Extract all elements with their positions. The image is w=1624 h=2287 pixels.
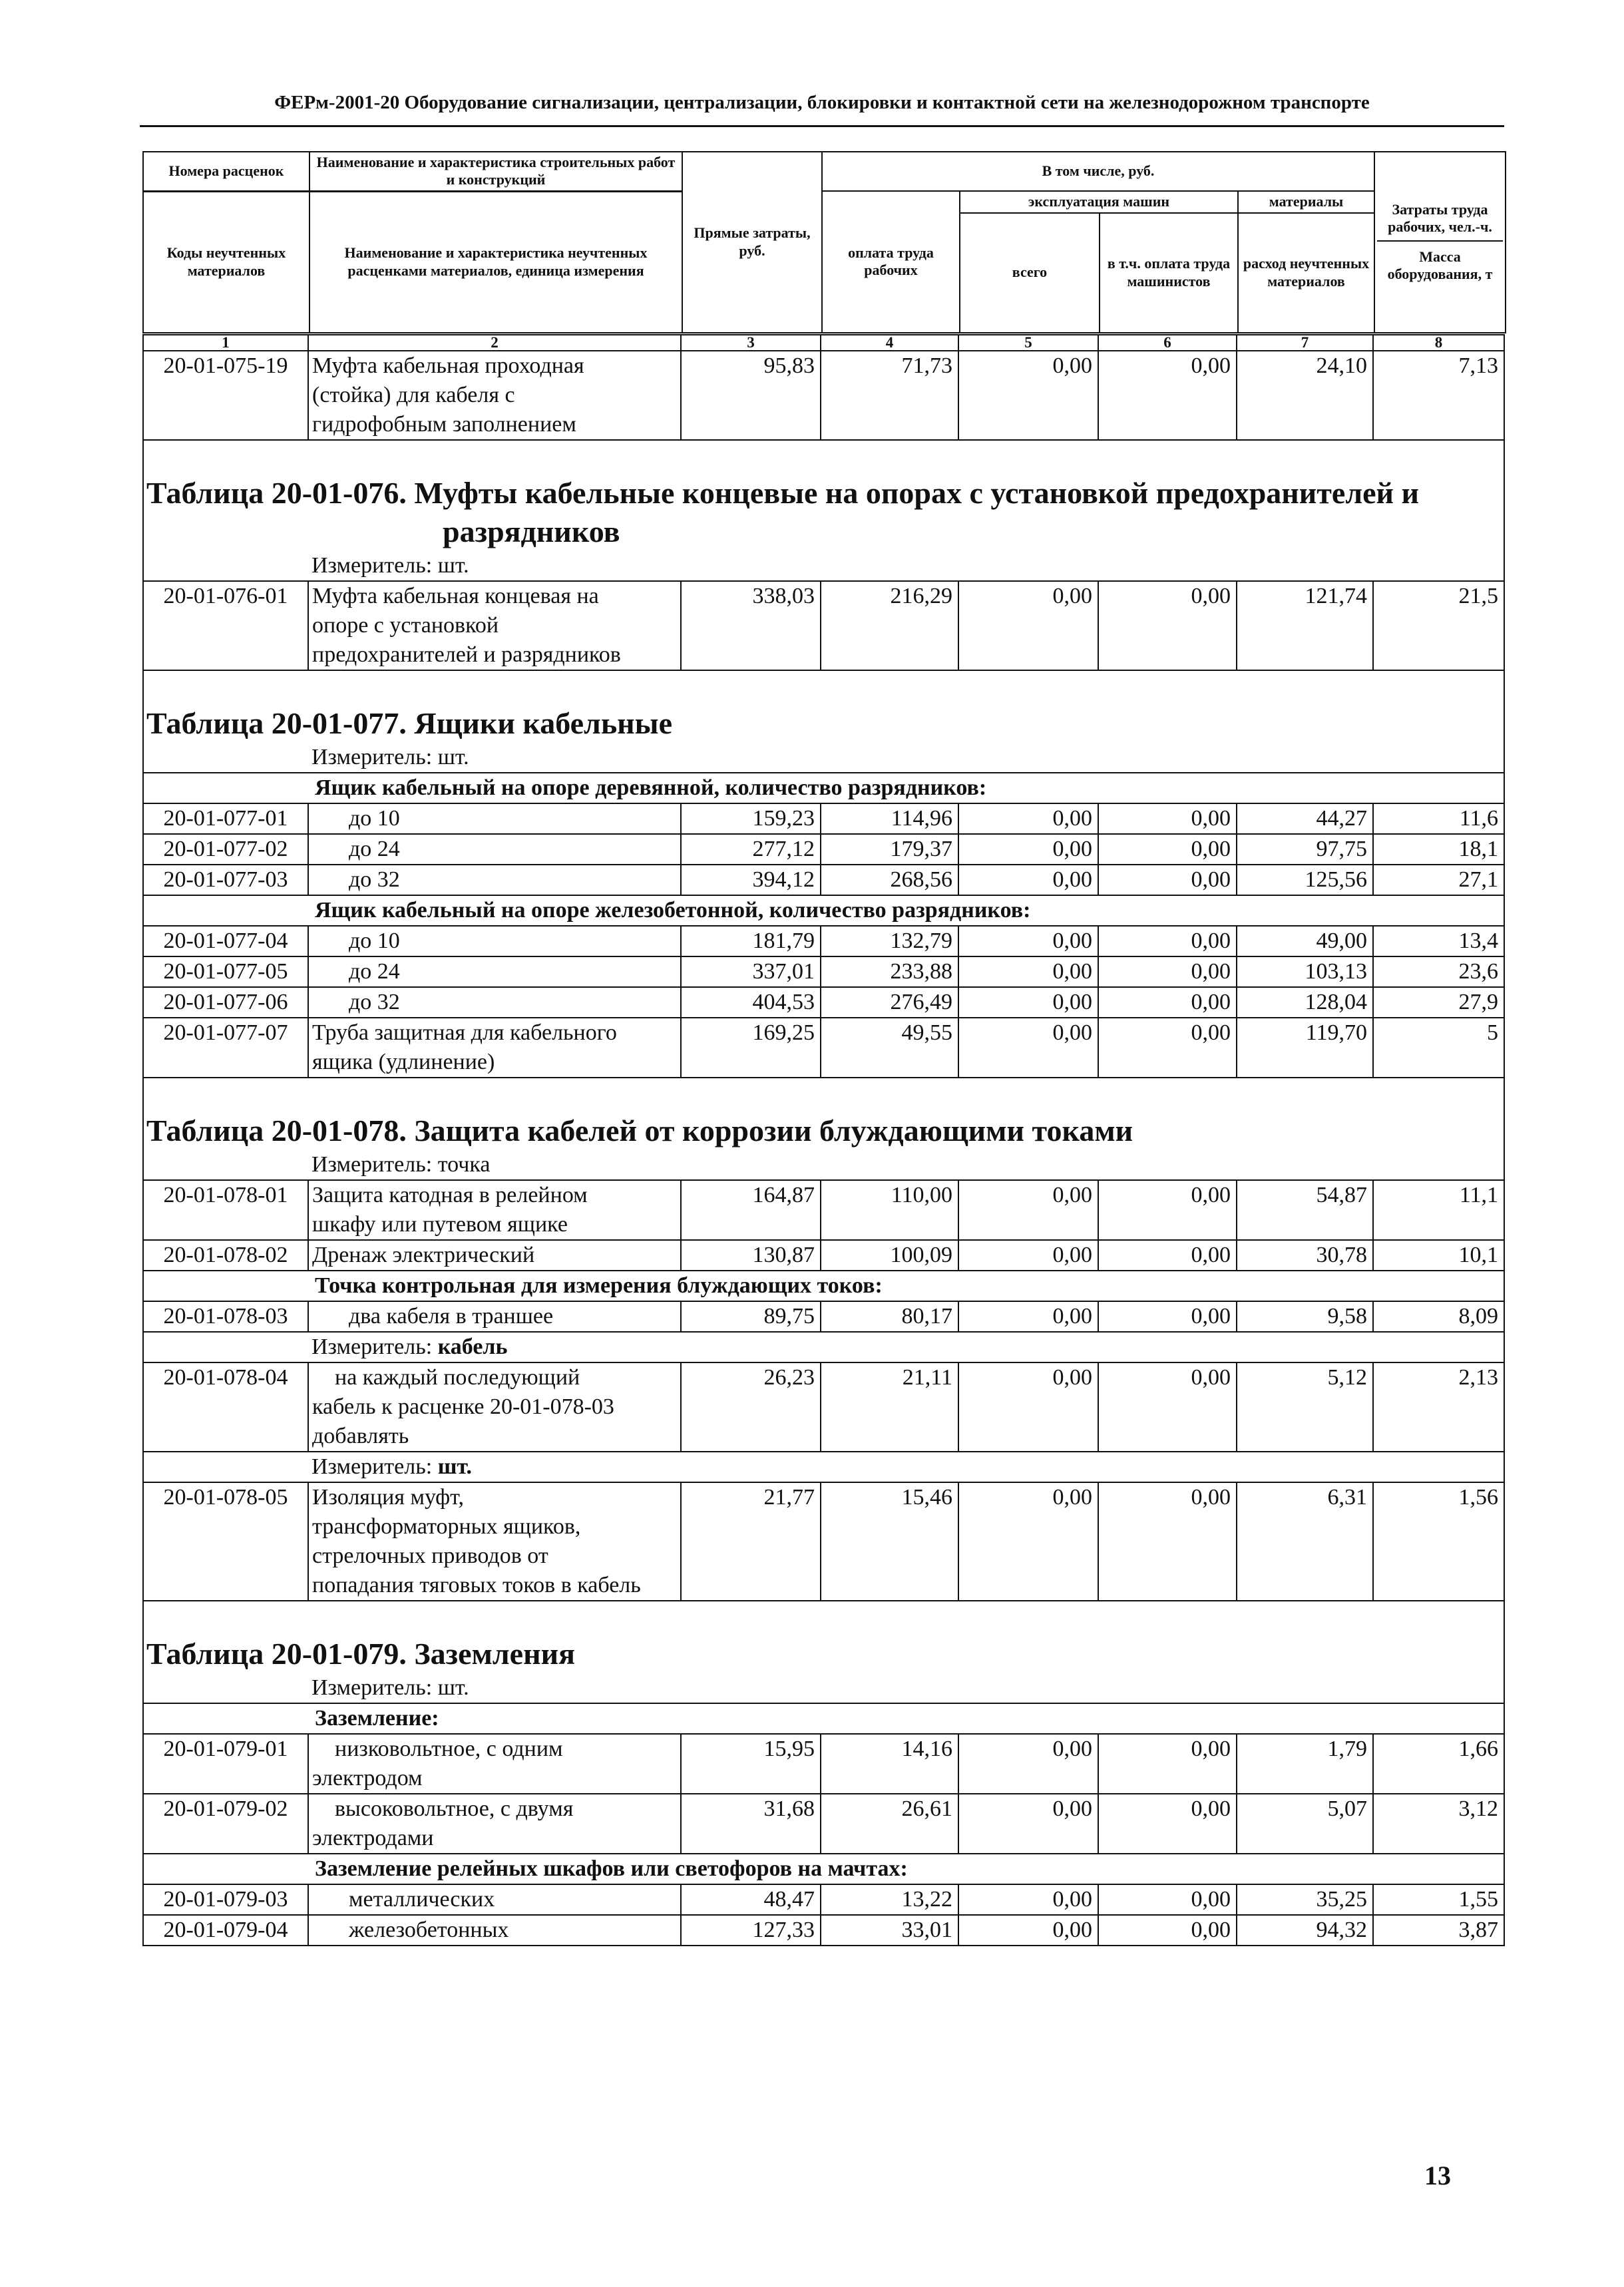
unit-label: Измеритель:: [311, 1152, 433, 1177]
rate-value: 26,61: [821, 1794, 959, 1853]
rate-value: 3,12: [1374, 1794, 1505, 1853]
table-row: [142, 988, 1505, 1018]
table-row: [142, 1794, 1505, 1854]
rate-code: 20-01-079-01: [142, 1735, 309, 1793]
rate-name: [309, 1181, 682, 1239]
column-number: 3: [682, 335, 821, 350]
rate-code: 20-01-077-01: [142, 804, 309, 833]
unlisted-consumption-header: расход неучтенных материалов: [1238, 213, 1374, 333]
table-row: [142, 804, 1505, 835]
rate-value: 5,07: [1237, 1794, 1374, 1853]
rate-value: 100,09: [821, 1241, 959, 1270]
rate-name-line: добавлять: [312, 1424, 409, 1448]
rate-name: [309, 957, 682, 986]
rate-value: 26,23: [682, 1363, 821, 1451]
column-number: 1: [142, 335, 309, 350]
rate-value: 337,01: [682, 957, 821, 986]
rate-value: 11,1: [1374, 1181, 1505, 1239]
rate-code: 20-01-078-05: [142, 1483, 309, 1600]
rate-code: 20-01-079-02: [142, 1794, 309, 1853]
rate-value: 0,00: [959, 957, 1099, 986]
rate-code: 20-01-077-07: [142, 1018, 309, 1077]
rate-name: [309, 1794, 682, 1853]
rate-value: 1,55: [1374, 1885, 1505, 1914]
table-row: [142, 1735, 1505, 1794]
rate-code: 20-01-077-02: [142, 835, 309, 864]
rate-name-line: Муфта кабельная концевая на: [312, 584, 599, 608]
rate-name-line: до 24: [349, 837, 400, 861]
rate-name-line: попадания тяговых токов в кабель: [312, 1573, 641, 1597]
column-numbers-row: [142, 334, 1505, 351]
rate-value: 0,00: [959, 927, 1099, 956]
rate-code: 20-01-077-03: [142, 865, 309, 895]
rate-value: 216,29: [821, 582, 959, 670]
unit-value: шт.: [437, 1454, 473, 1479]
rate-name-line: электродами: [312, 1826, 434, 1850]
rate-value: 0,00: [1099, 1018, 1237, 1077]
rate-value: 97,75: [1237, 835, 1374, 864]
table-row: [142, 957, 1505, 988]
rate-name-line: до 10: [349, 929, 400, 953]
rate-name: [309, 1018, 682, 1077]
rate-value: 0,00: [1099, 804, 1237, 833]
unit-label: Измеритель:: [311, 1675, 433, 1700]
rate-value: 0,00: [959, 1735, 1099, 1793]
rate-code: 20-01-079-03: [142, 1885, 309, 1914]
rate-value: 179,37: [821, 835, 959, 864]
unit-line: [142, 1673, 1505, 1704]
table-row: [142, 1916, 1505, 1946]
unit-value: кабель: [437, 1335, 508, 1359]
table-title: [142, 1615, 1505, 1673]
rate-value: 18,1: [1374, 835, 1505, 864]
table-row: [142, 1885, 1505, 1916]
rate-value: 49,00: [1237, 927, 1374, 956]
rate-code: 20-01-079-04: [142, 1916, 309, 1945]
rate-value: 23,6: [1374, 957, 1505, 986]
column-number: 5: [959, 335, 1099, 350]
rate-name-line: Изоляция муфт,: [312, 1485, 464, 1510]
rate-value: 3,87: [1374, 1916, 1505, 1945]
rate-name: [309, 804, 682, 833]
table-row: [142, 1181, 1505, 1241]
rate-value: 0,00: [1099, 1885, 1237, 1914]
rate-value: 7,13: [1374, 351, 1505, 439]
rate-name: [309, 1885, 682, 1914]
rate-value: 169,25: [682, 1018, 821, 1077]
rate-value: 13,22: [821, 1885, 959, 1914]
rate-value: 89,75: [682, 1302, 821, 1331]
table-row: [142, 927, 1505, 957]
rate-value: 1,79: [1237, 1735, 1374, 1793]
column-number: 4: [821, 335, 959, 350]
rate-name-line: Труба защитная для кабельного: [312, 1020, 617, 1045]
rate-value: 27,9: [1374, 988, 1505, 1017]
rate-value: 0,00: [1099, 835, 1237, 864]
rate-name-line: до 10: [349, 806, 400, 831]
rates-table: [142, 334, 1505, 1946]
rate-name-line: Муфта кабельная проходная: [312, 353, 584, 378]
rate-value: 404,53: [682, 988, 821, 1017]
rate-value: 71,73: [821, 351, 959, 439]
name-unlisted-header: Наименование и характеристика неучтенных расценками материалов, единица измерения: [309, 191, 682, 332]
rate-value: 0,00: [959, 1885, 1099, 1914]
rate-value: 132,79: [821, 927, 959, 956]
table-title: [142, 684, 1505, 743]
rate-code: 20-01-075-19: [142, 351, 309, 439]
rate-value: 80,17: [821, 1302, 959, 1331]
materials-header: материалы: [1238, 191, 1374, 212]
rate-value: 0,00: [959, 1241, 1099, 1270]
column-number: 2: [309, 335, 682, 350]
rate-name-line: гидрофобным заполнением: [312, 412, 576, 437]
rate-value: 110,00: [821, 1181, 959, 1239]
machine-operation-header: эксплуатация машин: [960, 191, 1238, 212]
rate-value: 21,77: [682, 1483, 821, 1600]
rate-value: 0,00: [959, 1363, 1099, 1451]
column-number: 6: [1099, 335, 1237, 350]
rate-name-line: электродом: [312, 1766, 423, 1790]
rate-name-line: опоре с установкой: [312, 613, 499, 638]
rate-name-line: шкафу или путевом ящике: [312, 1212, 568, 1237]
rate-name: [309, 351, 682, 439]
unit-line: [142, 743, 1505, 773]
rate-value: 21,11: [821, 1363, 959, 1451]
rate-value: 121,74: [1237, 582, 1374, 670]
column-number: 8: [1374, 335, 1505, 350]
rate-name-line: низковольтное, с одним: [312, 1737, 563, 1761]
table-title-text: Таблица 20-01-079. Заземления: [146, 1637, 575, 1671]
rate-value: 35,25: [1237, 1885, 1374, 1914]
rate-value: 2,13: [1374, 1363, 1505, 1451]
labor-costs-label: Затраты труда рабочих, чел.-ч.: [1377, 201, 1503, 242]
including-header: В том числе, руб.: [822, 152, 1374, 191]
unit-value: шт.: [437, 553, 469, 578]
rate-value: 27,1: [1374, 865, 1505, 895]
rate-value: 21,5: [1374, 582, 1505, 670]
table-title-text: Таблица 20-01-076. Муфты кабельные концевые на опорах с установкой предохранителей и: [146, 476, 1420, 510]
header-rule: [140, 125, 1504, 127]
machinist-pay-header: в т.ч. оплата труда машинистов: [1100, 213, 1238, 333]
rate-value: 119,70: [1237, 1018, 1374, 1077]
rate-value: 11,6: [1374, 804, 1505, 833]
rate-value: 31,68: [682, 1794, 821, 1853]
rate-name-line: ящика (удлинение): [312, 1050, 495, 1074]
rate-value: 0,00: [959, 835, 1099, 864]
rate-value: 5: [1374, 1018, 1505, 1077]
rate-code: 20-01-078-01: [142, 1181, 309, 1239]
rate-value: 0,00: [959, 865, 1099, 895]
rate-name-line: стрелочных приводов от: [312, 1544, 548, 1568]
rate-value: 0,00: [959, 1018, 1099, 1077]
rate-value: 94,32: [1237, 1916, 1374, 1945]
unit-line: [142, 1333, 1505, 1363]
table-title-text: Таблица 20-01-078. Защита кабелей от коррозии блуждающими токами: [146, 1114, 1133, 1147]
rate-value: 1,56: [1374, 1483, 1505, 1600]
table-row: [142, 835, 1505, 865]
rate-name-line: Дренаж электрический: [312, 1243, 535, 1267]
rate-value: 0,00: [959, 1483, 1099, 1600]
rate-value: 0,00: [959, 1916, 1099, 1945]
rate-name-line: предохранителей и разрядников: [312, 642, 621, 667]
rate-value: 0,00: [1099, 1302, 1237, 1331]
rate-value: 0,00: [1099, 1181, 1237, 1239]
rate-value: 0,00: [1099, 1735, 1237, 1793]
rate-value: 54,87: [1237, 1181, 1374, 1239]
rate-value: 0,00: [1099, 582, 1237, 670]
rate-name-line: высоковольтное, с двумя: [312, 1796, 574, 1821]
table-header: [142, 151, 1506, 333]
unit-line: [142, 551, 1505, 582]
unit-label: Измеритель:: [311, 1335, 433, 1359]
rate-value: 0,00: [1099, 351, 1237, 439]
rate-value: 14,16: [821, 1735, 959, 1793]
rate-value: 114,96: [821, 804, 959, 833]
rate-value: 130,87: [682, 1241, 821, 1270]
rate-value: 0,00: [1099, 988, 1237, 1017]
labor-costs-header: [1374, 152, 1506, 333]
rate-name-line: два кабеля в траншее: [349, 1304, 554, 1329]
rate-name-line: до 32: [349, 990, 400, 1014]
direct-costs-header: Прямые затраты, руб.: [682, 152, 822, 333]
table-row: [142, 1241, 1505, 1271]
rate-name: [309, 1363, 682, 1451]
group-heading: Точка контрольная для измерения блуждающих токов:: [142, 1271, 1505, 1302]
rate-value: 5,12: [1237, 1363, 1374, 1451]
table-row: [142, 582, 1505, 671]
rate-name-line: железобетонных: [349, 1918, 509, 1942]
group-heading: Ящик кабельный на опоре железобетонной, количество разрядников:: [142, 896, 1505, 927]
rate-value: 0,00: [1099, 1241, 1237, 1270]
rate-value: 6,31: [1237, 1483, 1374, 1600]
rate-name: [309, 988, 682, 1017]
rate-value: 277,12: [682, 835, 821, 864]
rate-value: 0,00: [1099, 1483, 1237, 1600]
unit-label: Измеритель:: [311, 553, 433, 578]
unit-line: [142, 1150, 1505, 1181]
section-spacer: [142, 1078, 1505, 1092]
rate-value: 0,00: [1099, 1916, 1237, 1945]
rate-value: 24,10: [1237, 351, 1374, 439]
table-title: [142, 1092, 1505, 1150]
rate-value: 49,55: [821, 1018, 959, 1077]
unit-value: шт.: [437, 1675, 469, 1700]
rate-value: 125,56: [1237, 865, 1374, 895]
rate-value: 181,79: [682, 927, 821, 956]
table-row: [142, 1018, 1505, 1078]
codes-unlisted-header: Коды неучтенных материалов: [143, 191, 309, 332]
rate-name-line: (стойка) для кабеля с: [312, 383, 515, 407]
rate-name: [309, 582, 682, 670]
rate-name: [309, 835, 682, 864]
rate-value: 33,01: [821, 1916, 959, 1945]
rate-value: 15,95: [682, 1735, 821, 1793]
rate-value: 0,00: [959, 582, 1099, 670]
rate-name-line: на каждый последующий: [312, 1365, 580, 1390]
rate-value: 48,47: [682, 1885, 821, 1914]
rate-code: 20-01-077-04: [142, 927, 309, 956]
table-row: [142, 1483, 1505, 1601]
rate-name: [309, 1302, 682, 1331]
rate-value: 0,00: [959, 1181, 1099, 1239]
rate-code: 20-01-078-04: [142, 1363, 309, 1451]
unit-value: точка: [437, 1152, 491, 1177]
group-heading: Заземление релейных шкафов или светофоров на мачтах:: [142, 1854, 1505, 1885]
rate-value: 0,00: [1099, 957, 1237, 986]
rate-value: 233,88: [821, 957, 959, 986]
table-title-text: Таблица 20-01-077. Ящики кабельные: [146, 706, 672, 740]
rate-value: 15,46: [821, 1483, 959, 1600]
rate-value: 159,23: [682, 804, 821, 833]
rate-name-line: кабель к расценке 20-01-078-03: [312, 1394, 614, 1419]
rate-value: 128,04: [1237, 988, 1374, 1017]
rate-value: 44,27: [1237, 804, 1374, 833]
rate-code: 20-01-078-02: [142, 1241, 309, 1270]
machine-total-header: всего: [960, 213, 1100, 333]
table-row: [142, 865, 1505, 896]
rate-value: 0,00: [1099, 927, 1237, 956]
rate-value: 0,00: [1099, 1363, 1237, 1451]
table-row: [142, 351, 1505, 441]
unit-value: шт.: [437, 745, 469, 769]
unit-label: Измеритель:: [311, 745, 433, 769]
work-name-header: Наименование и характеристика строительных работ и конструкций: [309, 152, 682, 191]
running-header: ФЕРм-2001-20 Оборудование сигнализации, централизации, блокировки и контактной сети на железнодорожном транспорте: [274, 92, 1370, 113]
rate-name-line: до 24: [349, 959, 400, 984]
rate-name: [309, 1483, 682, 1600]
rate-value: 0,00: [959, 1302, 1099, 1331]
rate-value: 10,1: [1374, 1241, 1505, 1270]
table-row: [142, 1302, 1505, 1333]
rate-value: 1,66: [1374, 1735, 1505, 1793]
rate-value: 394,12: [682, 865, 821, 895]
equipment-mass-label: Масса оборудования, т: [1387, 248, 1493, 283]
rate-name: [309, 865, 682, 895]
rate-value: 127,33: [682, 1916, 821, 1945]
column-number: 7: [1237, 335, 1374, 350]
rate-value: 8,09: [1374, 1302, 1505, 1331]
rates-numbers-header: Номера расценок: [143, 152, 309, 191]
rate-name-line: трансформаторных ящиков,: [312, 1514, 581, 1539]
rate-value: 103,13: [1237, 957, 1374, 986]
rate-value: 9,58: [1237, 1302, 1374, 1331]
rate-value: 276,49: [821, 988, 959, 1017]
rate-name: [309, 1735, 682, 1793]
rate-value: 0,00: [1099, 1794, 1237, 1853]
section-spacer: [142, 671, 1505, 684]
unit-label: Измеритель:: [311, 1454, 433, 1479]
table-title-continuation: разрядников: [443, 515, 620, 548]
rate-code: 20-01-077-05: [142, 957, 309, 986]
rate-value: 338,03: [682, 582, 821, 670]
rate-name: [309, 927, 682, 956]
rate-value: 13,4: [1374, 927, 1505, 956]
rate-code: 20-01-077-06: [142, 988, 309, 1017]
rate-value: 0,00: [959, 988, 1099, 1017]
table-title: [142, 454, 1505, 551]
rate-value: 0,00: [959, 351, 1099, 439]
rate-name: [309, 1916, 682, 1945]
group-heading: Ящик кабельный на опоре деревянной, количество разрядников:: [142, 773, 1505, 804]
table-row: [142, 1363, 1505, 1452]
rate-name-line: до 32: [349, 867, 400, 892]
rate-value: 0,00: [959, 804, 1099, 833]
page-number: 13: [1424, 2161, 1451, 2190]
rate-name-line: Защита катодная в релейном: [312, 1183, 588, 1207]
section-spacer: [142, 441, 1505, 454]
rate-code: 20-01-078-03: [142, 1302, 309, 1331]
group-heading: Заземление:: [142, 1704, 1505, 1735]
rate-value: 95,83: [682, 351, 821, 439]
rate-name: [309, 1241, 682, 1270]
section-spacer: [142, 1601, 1505, 1615]
rate-value: 268,56: [821, 865, 959, 895]
rate-value: 0,00: [959, 1794, 1099, 1853]
worker-pay-header: оплата труда рабочих: [822, 191, 960, 332]
rate-value: 164,87: [682, 1181, 821, 1239]
unit-line: [142, 1452, 1505, 1483]
rate-value: 0,00: [1099, 865, 1237, 895]
rate-code: 20-01-076-01: [142, 582, 309, 670]
rate-name-line: металлических: [349, 1887, 495, 1912]
rate-value: 30,78: [1237, 1241, 1374, 1270]
